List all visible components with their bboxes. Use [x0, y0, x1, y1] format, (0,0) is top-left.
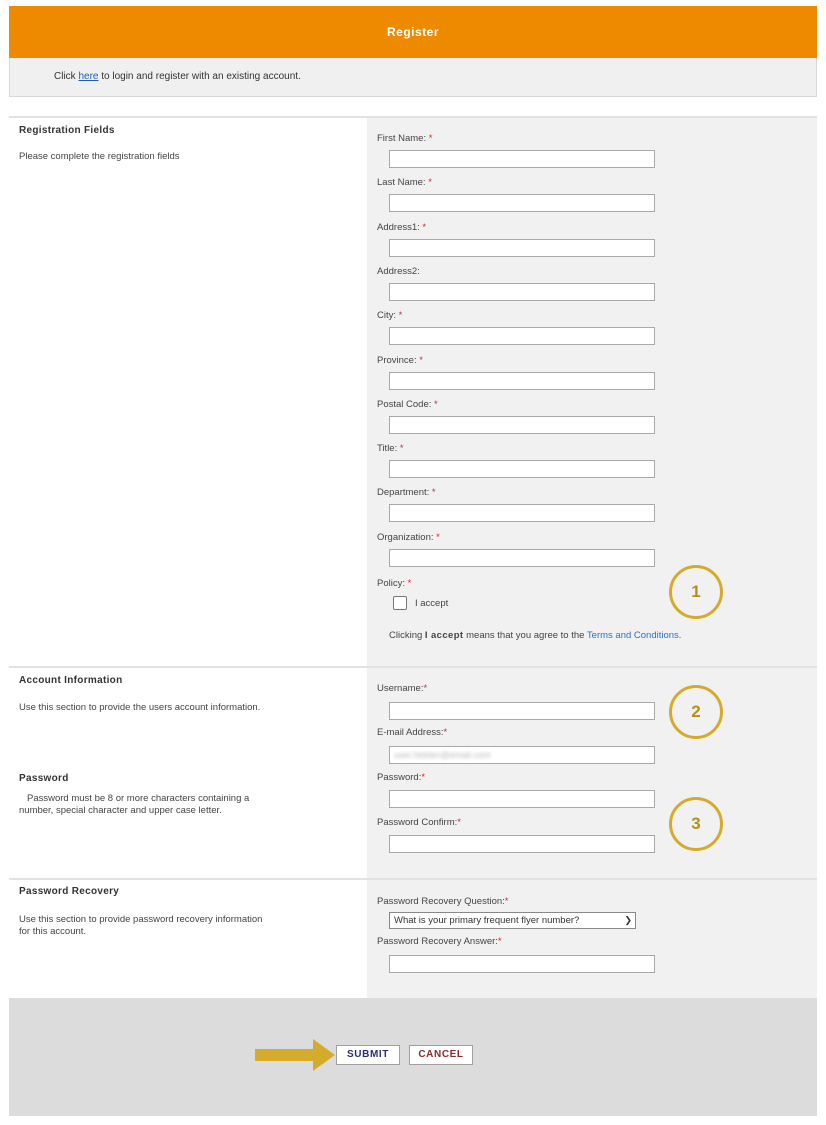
field-label: Province: * [377, 354, 423, 366]
recovery-desc-1: Use this section to provide password recovery information [19, 914, 263, 925]
password-confirm-input[interactable] [389, 835, 655, 853]
account-description: Use this section to provide the users account information. [19, 702, 261, 713]
field-label: City: * [377, 310, 403, 322]
registration-description: Please complete the registration fields [19, 151, 180, 162]
username-input[interactable] [389, 702, 655, 720]
password-desc-2: number, special character and upper case letter. [19, 805, 222, 816]
registration-fields [367, 118, 817, 666]
field-label: Address2: [377, 265, 420, 277]
page-title: Register [9, 6, 817, 58]
field-label: Postal Code: * [377, 398, 438, 410]
recovery-question-select[interactable]: What is your primary frequent flyer number? ❯ [389, 912, 636, 929]
accept-label: I accept [415, 598, 449, 609]
field-input[interactable] [389, 504, 655, 522]
recovery-answer-label: Password Recovery Answer:* [377, 936, 502, 947]
field-input[interactable] [389, 549, 655, 567]
policy-label: Policy: * [377, 578, 412, 589]
login-bar [9, 58, 817, 97]
password-desc-1: Password must be 8 or more characters containing a [27, 793, 250, 804]
login-here-link[interactable]: here [78, 71, 99, 82]
recovery-question-label: Password Recovery Question:* [377, 896, 509, 907]
login-prefix: Click [54, 71, 76, 82]
form-footer [9, 998, 817, 1116]
recovery-title: Password Recovery [19, 886, 120, 897]
field-input[interactable] [389, 327, 655, 345]
callout-badge-2: 2 [669, 685, 723, 739]
recovery-section [9, 878, 817, 998]
recovery-answer-input[interactable] [389, 955, 655, 973]
submit-button[interactable]: SUBMIT [336, 1045, 400, 1065]
field-input[interactable] [389, 150, 655, 168]
field-input[interactable] [389, 372, 655, 390]
password-label: Password:* [377, 772, 426, 783]
recovery-desc-2: for this account. [19, 926, 87, 937]
callout-badge-3: 3 [669, 797, 723, 851]
terms-link[interactable]: Terms and Conditions. [586, 630, 682, 641]
callout-badge-1: 1 [669, 565, 723, 619]
password-confirm-label: Password Confirm:* [377, 817, 461, 828]
registration-title: Registration Fields [19, 125, 115, 136]
password-title: Password [19, 773, 69, 784]
account-title: Account Information [19, 675, 123, 686]
field-label: Last Name: * [377, 177, 432, 189]
cancel-button[interactable]: CANCEL [409, 1045, 473, 1065]
field-label: Organization: * [377, 531, 440, 543]
field-label: Department: * [377, 487, 436, 499]
field-label: Title: * [377, 443, 404, 455]
email-label: E-mail Address:* [377, 727, 448, 738]
accept-checkbox[interactable] [393, 596, 407, 610]
username-label: Username:* [377, 683, 428, 694]
field-input[interactable] [389, 239, 655, 257]
password-input[interactable] [389, 790, 655, 808]
login-suffix: to login and register with an existing account. [101, 71, 301, 82]
field-input[interactable] [389, 460, 655, 478]
chevron-down-icon: ❯ [624, 915, 632, 925]
field-input[interactable] [389, 283, 655, 301]
right-arrow-icon [255, 1037, 337, 1073]
email-input[interactable]: user.hidden@email.com [389, 746, 655, 764]
terms-text: Clicking I accept means that you agree to the Terms and Conditions. [389, 630, 682, 641]
field-label: Address1: * [377, 221, 427, 233]
field-input[interactable] [389, 194, 655, 212]
field-label: First Name: * [377, 133, 433, 144]
field-input[interactable] [389, 416, 655, 434]
